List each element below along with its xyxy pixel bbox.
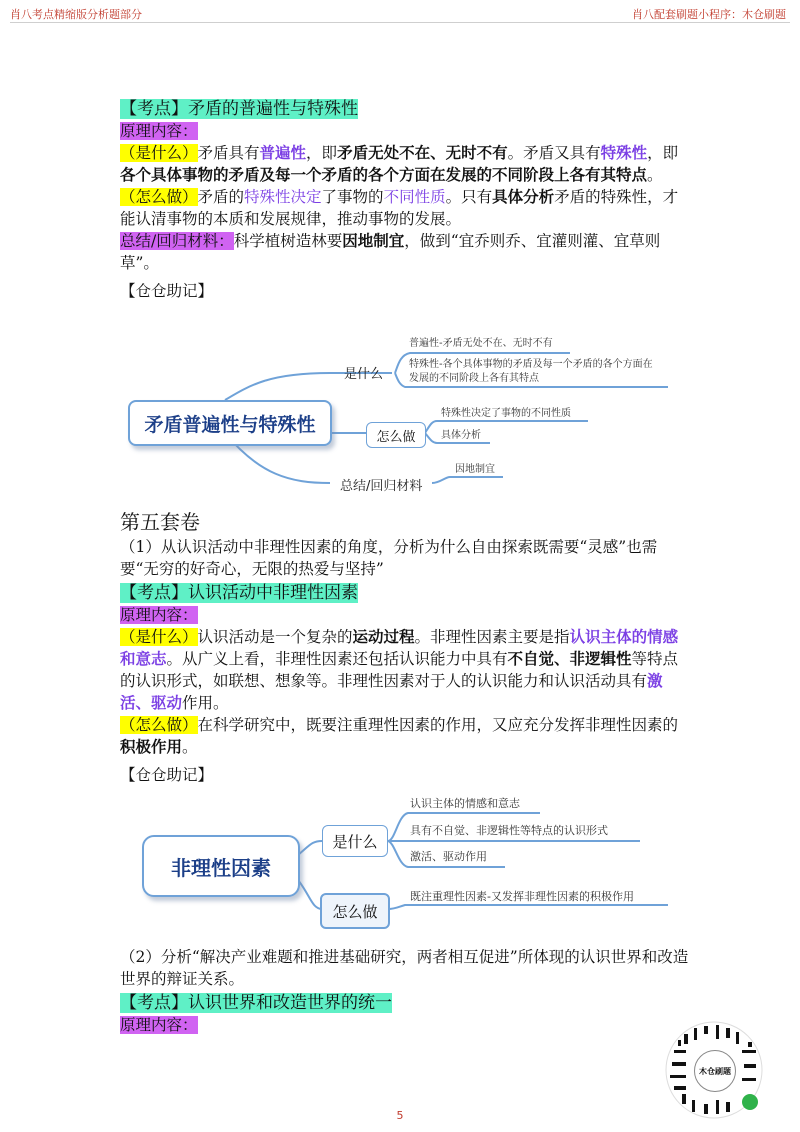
header-right-title: 肖八配套刷题小程序：木仓刷题 [632,8,786,21]
text: 在科学研究中，既要注重理性因素的作用，又应充分发挥非理性因素的 [197,716,679,734]
text: 科学植树造林要 [233,232,343,250]
section-title: 第五套卷 [120,510,200,534]
paragraph-what [120,626,690,714]
text-bold: 具体分析 [492,187,555,206]
leaf-particularity-1: 特殊性-各个具体事物的矛盾及每一个矛盾的各个方面在 [409,359,653,370]
page-number: 5 [396,1109,404,1122]
yuanli-label: 原理内容： [120,122,198,140]
term-emotion-will: 认识主体的情感和意志 [120,627,679,668]
kaodian-heading: 【考点】认识世界和改造世界的统一 [120,993,392,1013]
text: 。从广义上看，非理性因素还包括认识能力中具有 [166,650,508,668]
term-particularity: 特殊性 [600,143,648,162]
text-bold: 积极作用 [120,737,183,756]
leaf-emotion-will: 认识主体的情感和意志 [410,797,520,810]
leaf-universality: 普遍性-矛盾无处不在、无时不有 [409,338,553,349]
question-2: （2）分析“解决产业难题和推进基础研究，两者相互促进”所体现的认识世界和改造世界的辩证关系。 [120,948,689,988]
text: 矛盾具有 [197,144,260,162]
leaf-particularity-2: 发展的不同阶段上各有其特点 [409,373,539,384]
paragraph-what [120,142,690,186]
yuanli-label: 原理内容： [120,1016,198,1034]
text: 矛盾的 [197,188,245,206]
kaodian-heading: 【考点】认识活动中非理性因素 [120,583,358,603]
text: ，即 [647,144,679,162]
text: 认识活动是一个复杂的 [197,628,353,646]
text: 。 [647,166,663,184]
mini-program-icon [742,1094,758,1110]
leaf-activate-drive: 激活、驱动作用 [410,850,487,863]
mindmap-contradiction [0,325,800,505]
text: ，即 [306,144,338,162]
text: 。矛盾又具有 [507,144,601,162]
mindmap-irrational [0,785,800,935]
summary-tag: 总结/回归材料： [120,232,234,250]
text-purple: 不同性质 [383,188,446,206]
section-five [120,508,690,786]
leaf-positive-role: 既注重理性因素-又发挥非理性因素的积极作用 [410,890,634,903]
branch-what: 是什么 [344,367,384,382]
mini-program-qr-code[interactable] [664,1020,764,1120]
text-bold: 运动过程 [352,627,415,646]
mnemonic-heading: 【仓仓助记】 [120,282,214,300]
mindmap-root: 矛盾普遍性与特殊性 [128,400,332,446]
paragraph-how [120,186,690,230]
text: 矛盾的特殊性，才能认清事物的本质和发展规律，推动事物的发展。 [120,188,679,228]
branch-how: 怎么做 [320,893,390,929]
header-left-title: 肖八考点精缩版分析题部分 [10,8,142,21]
term-universality: 普遍性 [259,143,307,162]
text-bold: 各个具体事物的矛盾及每一个矛盾的各个方面在发展的不同阶段上各有其特点 [120,165,648,184]
branch-how: 怎么做 [366,422,426,448]
text: 。只有 [445,188,493,206]
text: 了事物的 [321,188,384,206]
how-tag: （怎么做） [120,188,198,206]
mnemonic-heading: 【仓仓助记】 [120,766,214,784]
block-contradiction [120,96,690,302]
header-divider [10,22,790,23]
text-bold: 因地制宜 [342,231,405,250]
text-bold: 不自觉、非逻辑性 [507,649,632,668]
question-1: （1）从认识活动中非理性因素的角度，分析为什么自由探索既需要“灵感”也需要“无穷的好奇心，无限的热爱与坚持” [120,538,658,578]
paragraph-summary [120,230,690,274]
text-bold: 矛盾无处不在、无时不有 [337,143,508,162]
leaf-decides-nature: 特殊性决定了事物的不同性质 [441,408,571,419]
yuanli-label: 原理内容： [120,606,198,624]
mindmap-connectors [0,785,800,935]
leaf-local-conditions: 因地制宜 [455,464,495,475]
leaf-unconscious-forms: 具有不自觉、非逻辑性等特点的认识形式 [410,824,608,837]
text: ，做到“宜乔则乔、宜灌则灌、宜草则草”。 [120,232,661,272]
text: 。 [182,738,198,756]
leaf-concrete-analysis: 具体分析 [441,430,481,441]
block-world [120,946,690,1036]
branch-summary: 总结/回归材料 [340,479,423,494]
text: 等特点的认识形式，如联想、想象等。非理性因素对于人的认识能力和认识活动具有 [120,650,679,690]
branch-what: 是什么 [322,825,388,857]
term-activate-drive: 激活、驱动 [120,671,663,712]
what-tag: （是什么） [120,144,198,162]
text-purple: 特殊性决定 [244,188,322,206]
qr-logo: 木仓刷题 [694,1050,736,1092]
paragraph-how [120,714,690,758]
text: 作用。 [182,694,229,712]
how-tag: （怎么做） [120,716,198,734]
what-tag: （是什么） [120,628,198,646]
text: 。非理性因素主要是指 [414,628,570,646]
mindmap-root: 非理性因素 [142,835,300,897]
kaodian-heading: 【考点】矛盾的普遍性与特殊性 [120,99,358,119]
